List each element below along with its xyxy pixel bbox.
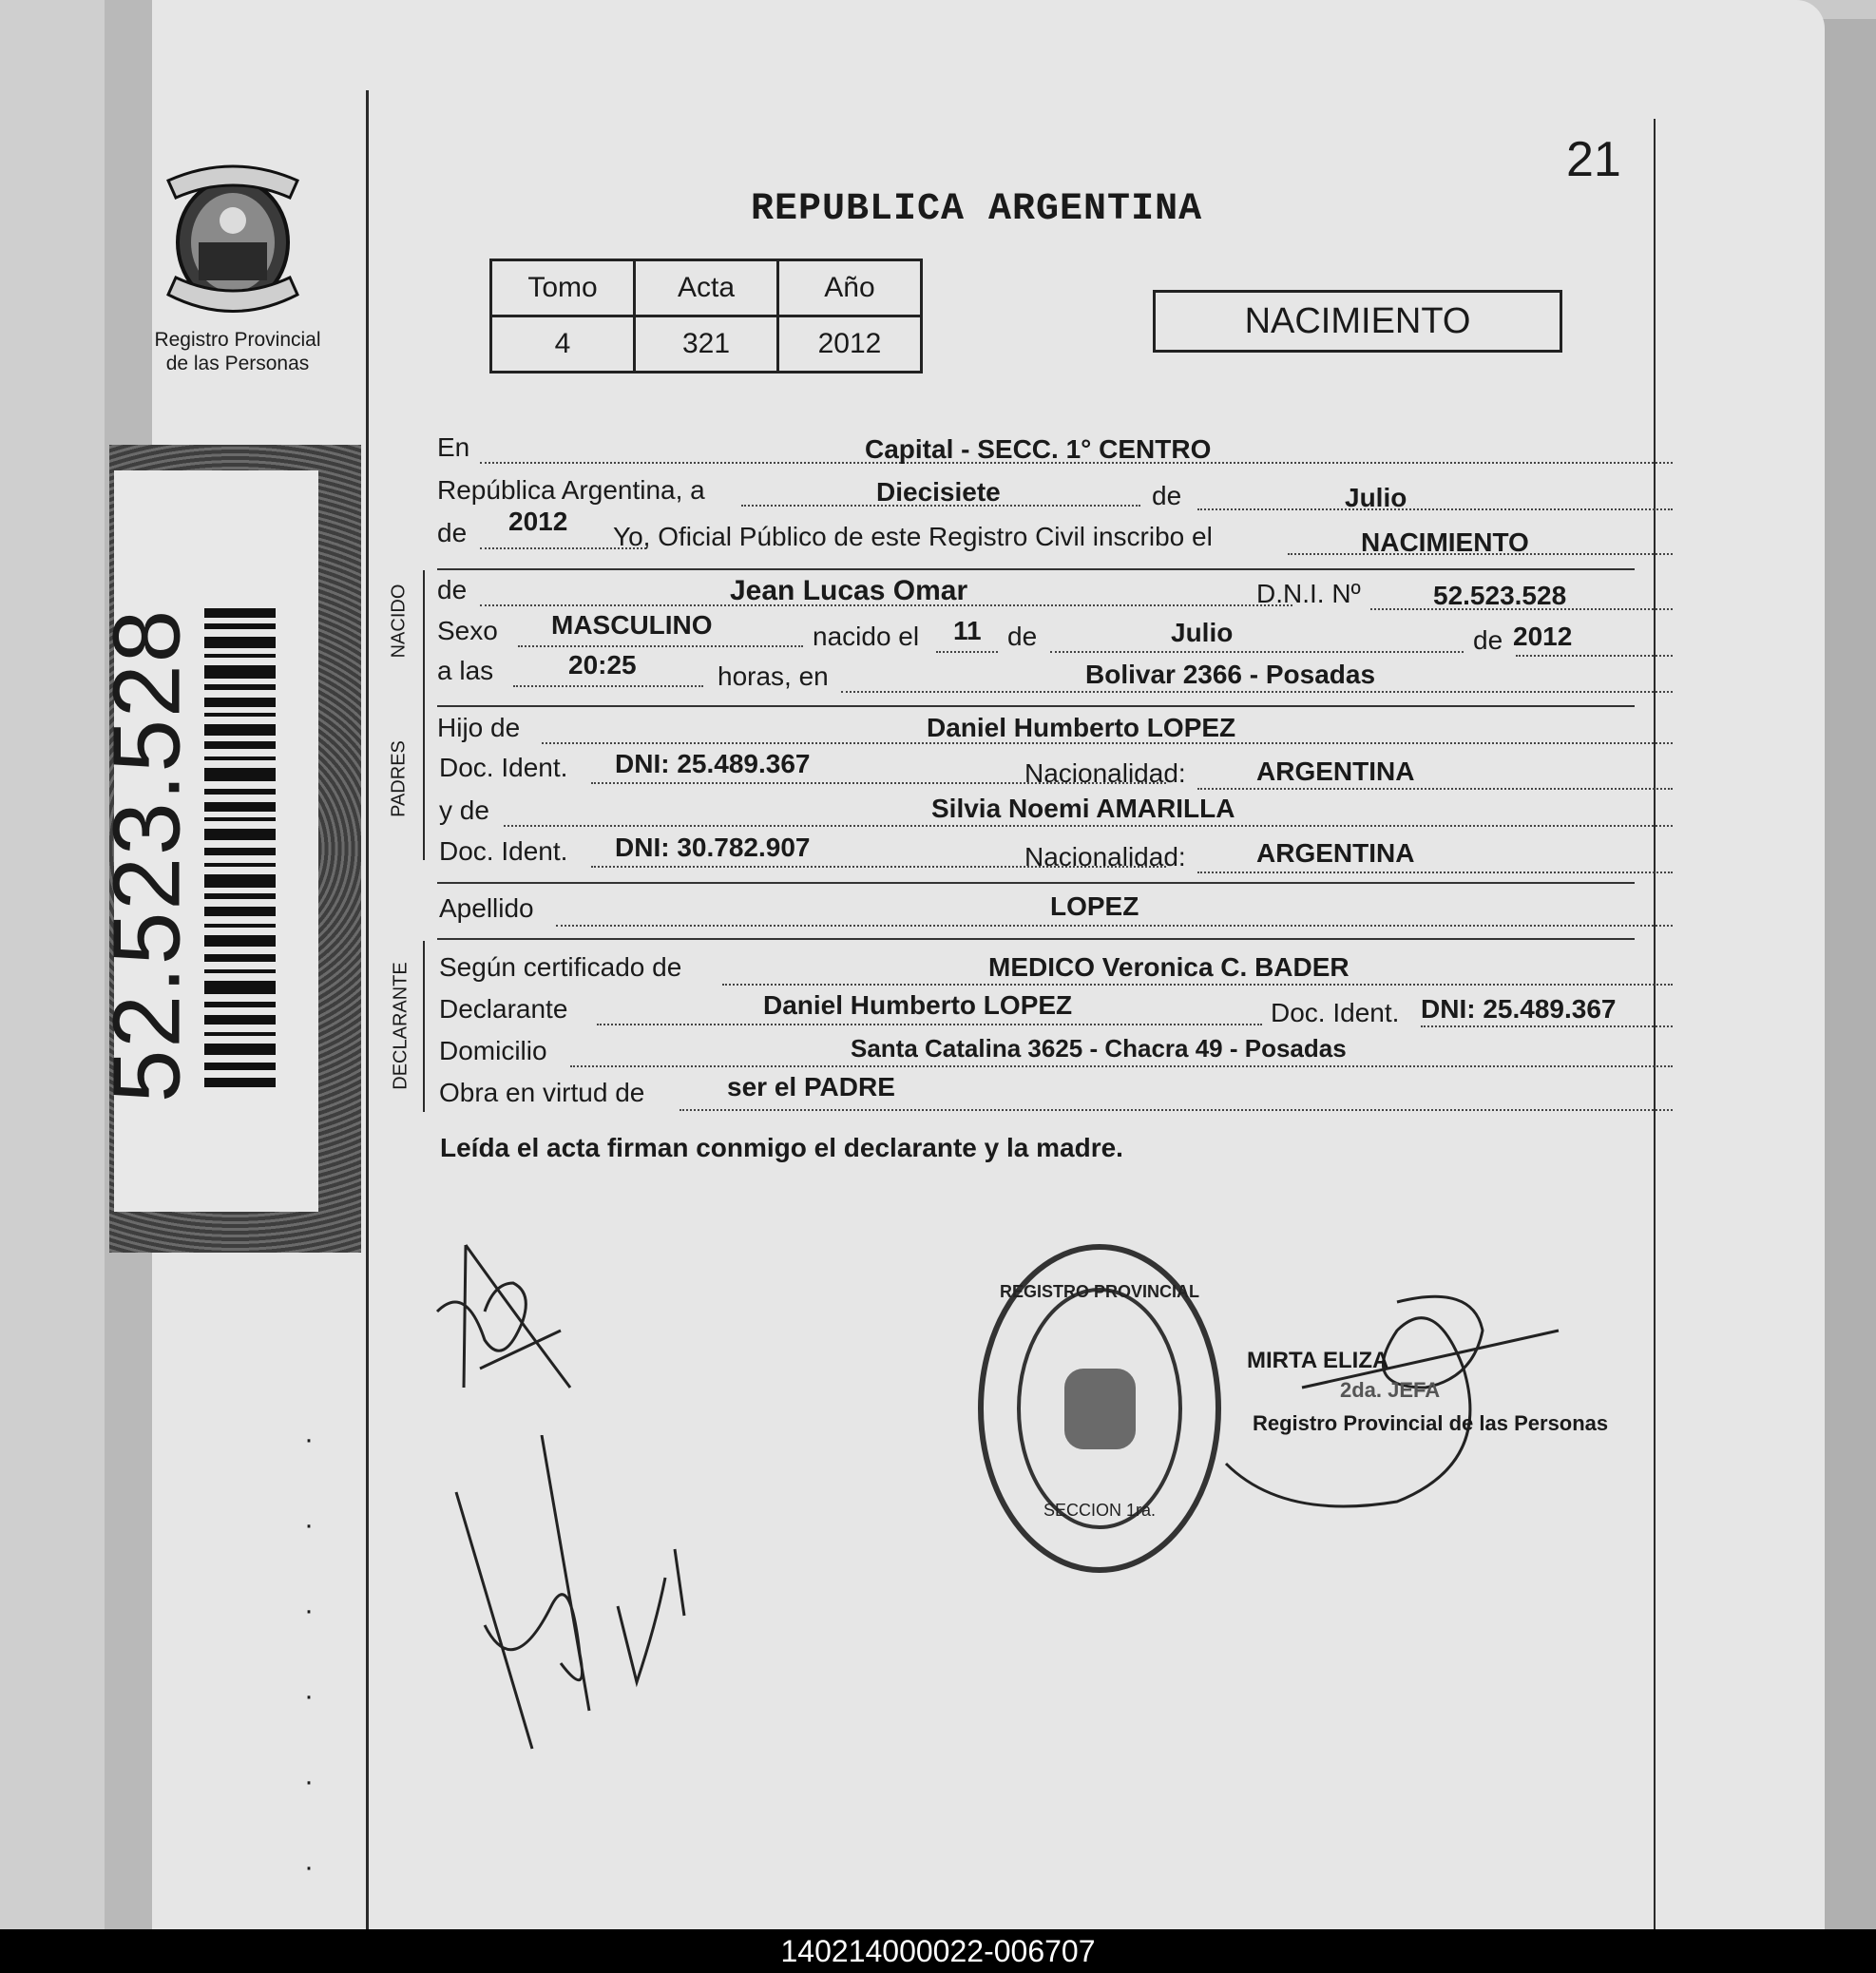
section-divider xyxy=(437,882,1635,884)
record-meta-table xyxy=(489,259,923,374)
label-de: de xyxy=(1007,622,1038,651)
label-y-de: y de xyxy=(439,795,489,825)
value-birth-day: 11 xyxy=(953,616,982,645)
side-label-padres: PADRES xyxy=(388,740,410,817)
label-nacionalidad: Nacionalidad: xyxy=(1024,842,1186,872)
row-declarante xyxy=(437,990,1635,1028)
barcode-number-text: 52.523.528 xyxy=(93,607,201,1103)
label-de: de xyxy=(437,575,468,604)
label-certificado: Según certificado de xyxy=(439,952,682,982)
side-label-declarante: DECLARANTE xyxy=(390,962,412,1090)
value-father-nationality: ARGENTINA xyxy=(1256,757,1415,786)
label-doc-ident: Doc. Ident. xyxy=(439,753,568,782)
value-declarant-name: Daniel Humberto LOPEZ xyxy=(763,990,1073,1020)
dotted-line xyxy=(570,1064,1673,1067)
label-obra: Obra en virtud de xyxy=(439,1078,645,1107)
value-certifier: MEDICO Veronica C. BADER xyxy=(988,952,1350,982)
official-name: MIRTA ELIZA xyxy=(1247,1348,1389,1373)
value-birth-year: 2012 xyxy=(1513,622,1573,651)
meta-header-tomo: Tomo xyxy=(491,260,635,316)
value-place: Capital - SECC. 1° CENTRO xyxy=(865,434,1212,464)
label-doc-ident: Doc. Ident. xyxy=(439,836,568,866)
official-org: Registro Provincial de las Personas xyxy=(1253,1411,1609,1435)
section-rule xyxy=(423,708,425,860)
svg-text:SECCION 1ra.: SECCION 1ra. xyxy=(1043,1501,1157,1520)
value-mother-nationality: ARGENTINA xyxy=(1256,838,1415,868)
dotted-line xyxy=(680,1108,1673,1111)
page-number: 21 xyxy=(1566,132,1621,187)
label-yo: Yo, Oficial Público de este Registro Civil inscribo el xyxy=(613,522,1213,551)
value-child-name: Jean Lucas Omar xyxy=(730,575,968,606)
value-child-dni: 52.523.528 xyxy=(1433,581,1567,610)
dotted-line xyxy=(841,690,1673,693)
value-day: Diecisiete xyxy=(876,477,1001,507)
label-de: de xyxy=(1473,625,1503,655)
margin-dots: · · · · · · xyxy=(304,1424,314,1883)
binding-strip-inner xyxy=(0,0,105,1929)
label-domicilio: Domicilio xyxy=(439,1036,547,1065)
label-horas-en: horas, en xyxy=(718,661,829,691)
row-father-doc xyxy=(437,749,1635,788)
closing-statement: Leída el acta firman conmigo el declarante y la madre. xyxy=(440,1133,1123,1162)
row-hijo-de xyxy=(437,713,1635,747)
misiones-crest-icon xyxy=(157,152,309,328)
label-de: de xyxy=(1152,481,1182,510)
registry-org-name xyxy=(133,328,342,375)
dotted-line xyxy=(1197,787,1673,790)
label-en: En xyxy=(437,432,470,462)
meta-value-anio: 2012 xyxy=(778,316,922,373)
record-type-box: NACIMIENTO xyxy=(1153,290,1562,353)
declarant-signature xyxy=(428,1226,589,1407)
dotted-line xyxy=(1421,1025,1673,1027)
value-year: 2012 xyxy=(508,507,568,536)
label-nacionalidad: Nacionalidad: xyxy=(1024,758,1186,788)
meta-value-acta: 321 xyxy=(635,316,778,373)
section-rule xyxy=(423,570,425,708)
value-domicilio: Santa Catalina 3625 - Chacra 49 - Posadas xyxy=(851,1034,1347,1063)
side-label-nacido: NACIDO xyxy=(388,584,410,659)
label-declarante: Declarante xyxy=(439,994,568,1024)
value-birth-time: 20:25 xyxy=(568,650,637,680)
dotted-line xyxy=(1050,650,1464,653)
barcode-bars-icon xyxy=(204,608,276,1088)
row-hora xyxy=(437,650,1635,691)
value-mother-name: Silvia Noemi AMARILLA xyxy=(931,794,1235,823)
dotted-line xyxy=(513,684,703,687)
dotted-line xyxy=(936,650,998,653)
row-republica xyxy=(437,475,1635,512)
label-de: de xyxy=(437,518,468,547)
meta-value-tomo: 4 xyxy=(491,316,635,373)
svg-text:REGISTRO PROVINCIAL: REGISTRO PROVINCIAL xyxy=(999,1282,1200,1301)
label-apellido: Apellido xyxy=(439,893,534,923)
dotted-line xyxy=(1197,871,1673,873)
label-republica: República Argentina, a xyxy=(437,475,705,505)
margin-rule-left xyxy=(366,90,369,1929)
row-apellido xyxy=(437,893,1635,928)
value-birth-place: Bolivar 2366 - Posadas xyxy=(1085,660,1376,689)
row-domicilio xyxy=(437,1036,1635,1070)
meta-header-anio: Año xyxy=(778,260,922,316)
section-rule xyxy=(423,941,425,1112)
section-divider xyxy=(437,938,1635,940)
dotted-line xyxy=(722,983,1673,986)
value-month: Julio xyxy=(1345,483,1407,512)
value-event: NACIMIENTO xyxy=(1361,527,1529,557)
label-hijo-de: Hijo de xyxy=(437,713,521,742)
row-year xyxy=(437,507,1635,557)
dotted-line xyxy=(518,644,803,647)
value-obra: ser el PADRE xyxy=(727,1072,895,1101)
section-divider xyxy=(437,705,1635,707)
row-mother-doc xyxy=(437,833,1635,872)
row-obra xyxy=(437,1072,1635,1112)
label-nacido-el: nacido el xyxy=(813,622,920,651)
official-role: 2da. JEFA xyxy=(1340,1378,1441,1402)
dotted-line xyxy=(597,1023,1262,1025)
label-dni: D.N.I. Nº xyxy=(1256,579,1361,608)
registry-org-line1: Registro Provincial xyxy=(154,329,321,351)
row-y-de xyxy=(437,795,1635,830)
label-sexo: Sexo xyxy=(437,616,498,645)
dotted-line xyxy=(556,924,1673,927)
dotted-line xyxy=(1197,508,1673,510)
meta-header-acta: Acta xyxy=(635,260,778,316)
label-doc-ident: Doc. Ident. xyxy=(1271,998,1400,1027)
value-father-name: Daniel Humberto LOPEZ xyxy=(927,713,1236,742)
row-nacido-name xyxy=(437,575,1635,609)
value-father-doc: DNI: 25.489.367 xyxy=(615,749,811,778)
barcode-number xyxy=(93,561,201,1150)
row-sexo xyxy=(437,610,1635,655)
registry-stamp-icon xyxy=(974,1240,1226,1578)
value-surname: LOPEZ xyxy=(1050,891,1139,921)
registry-org-line2: de las Personas xyxy=(165,353,310,374)
value-mother-doc: DNI: 30.782.907 xyxy=(615,833,811,862)
page-title: REPUBLICA ARGENTINA xyxy=(751,188,1203,231)
row-certificado xyxy=(437,952,1635,986)
document-id-footer: 140214000022-006707 xyxy=(0,1929,1876,1973)
section-divider xyxy=(437,568,1635,570)
dotted-line xyxy=(504,824,1673,827)
label-a-las: a las xyxy=(437,656,494,685)
value-birth-month: Julio xyxy=(1171,618,1234,647)
mother-signature xyxy=(447,1435,694,1758)
row-en xyxy=(437,432,1635,467)
value-sexo: MASCULINO xyxy=(551,610,713,640)
value-declarant-doc: DNI: 25.489.367 xyxy=(1421,994,1617,1024)
